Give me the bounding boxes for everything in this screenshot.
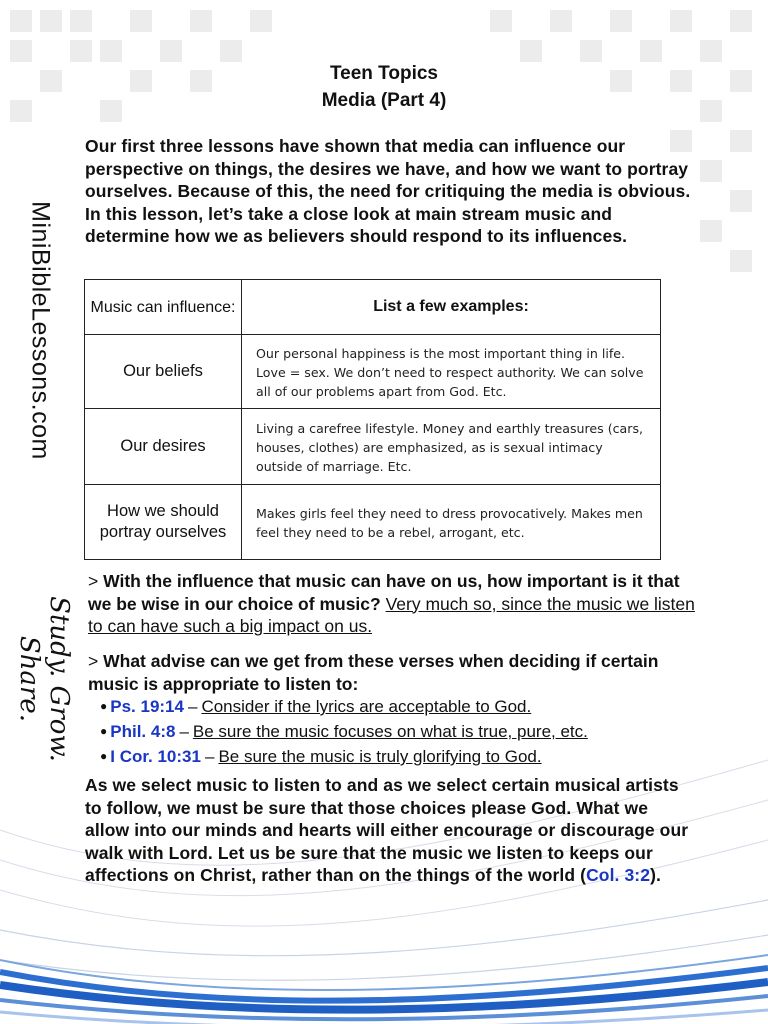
row-text: Living a carefree lifestyle. Money and earthly treasures (cars, houses, clothes) are emphasized, as is sexual intimacy outside of marriage. Etc. <box>242 409 661 485</box>
column-header-influence: Music can influence: <box>85 280 242 335</box>
dash-separator: – <box>204 747 215 766</box>
answer-1-text: Very much so, since the music we listen to can have such a big impact on us. <box>88 593 695 636</box>
closing-verse-reference: Col. 3:2 <box>586 865 651 885</box>
verse-reference: Ps. 19:14 <box>110 697 184 716</box>
question-2-text: What advise can we get from these verses when deciding if certain music is appropriate to listen to: <box>88 651 659 694</box>
table-row <box>85 409 661 485</box>
verse-answer: Consider if the lyrics are acceptable to God. <box>201 697 532 716</box>
question-1-text: With the influence that music can have on us, how important is it that we be wise in our choice of music? <box>88 571 680 614</box>
verse-answer: Be sure the music is truly glorifying to God. <box>218 747 542 766</box>
influence-table <box>84 279 661 560</box>
list-item <box>100 720 588 745</box>
closing-end: ). <box>650 865 661 885</box>
closing-paragraph <box>85 774 695 887</box>
verse-list <box>100 695 588 770</box>
arrow-marker: > <box>88 651 99 671</box>
closing-text: As we select music to listen to and as we select certain musical artists to follow, we must be sure that those choices please God. What we allow into our minds and hearts will either encourage or discourage our walk with Lord. Let us be sure that the music we listen to keeps our affections on Christ, rather than on the things of the world ( <box>85 775 689 885</box>
dash-separator: – <box>187 697 198 716</box>
page-subtitle: Media (Part 4) <box>321 90 447 111</box>
page-title: Teen Topics <box>329 63 439 84</box>
row-label: Our beliefs <box>85 335 242 409</box>
dash-separator: – <box>179 722 189 741</box>
row-text: Our personal happiness is the most important thing in life. Love = sex. We don’t need to respect authority. We can solve all of our problems apart from God. Etc. <box>242 335 661 409</box>
intro-paragraph: Our first three lessons have shown that media can influence our perspective on things, the desires we have, and how we want to portray ourselves. Because of this, the need for critiquing the media is obvious. In this lesson, let’s take a close look at main stream music and determine how we as believers should respond to its influences. <box>85 136 691 246</box>
table-row <box>85 485 661 560</box>
row-text: Makes girls feel they need to dress provocatively. Makes men feel they need to be a rebel, arrogant, etc. <box>242 485 661 560</box>
bullet-icon: ● <box>100 724 108 738</box>
question-2 <box>88 650 698 695</box>
row-label: Our desires <box>85 409 242 485</box>
arrow-marker: > <box>88 571 99 591</box>
list-item <box>100 695 588 720</box>
column-header-examples: List a few examples: <box>242 280 661 335</box>
verse-reference: Phil. 4:8 <box>110 722 176 741</box>
table-row <box>85 335 661 409</box>
row-label: How we should portray ourselves <box>85 485 242 560</box>
question-1 <box>88 570 698 638</box>
site-watermark: MiniBibleLessons.com <box>26 201 55 460</box>
tagline-watermark: Study. Grow. Share. <box>14 596 74 762</box>
bullet-icon: ● <box>100 749 108 763</box>
verse-reference: I Cor. 10:31 <box>110 747 201 766</box>
table-header-row <box>85 280 661 335</box>
bullet-icon: ● <box>100 699 108 713</box>
verse-answer: Be sure the music focuses on what is true, pure, etc. <box>192 722 588 741</box>
list-item <box>100 745 588 770</box>
